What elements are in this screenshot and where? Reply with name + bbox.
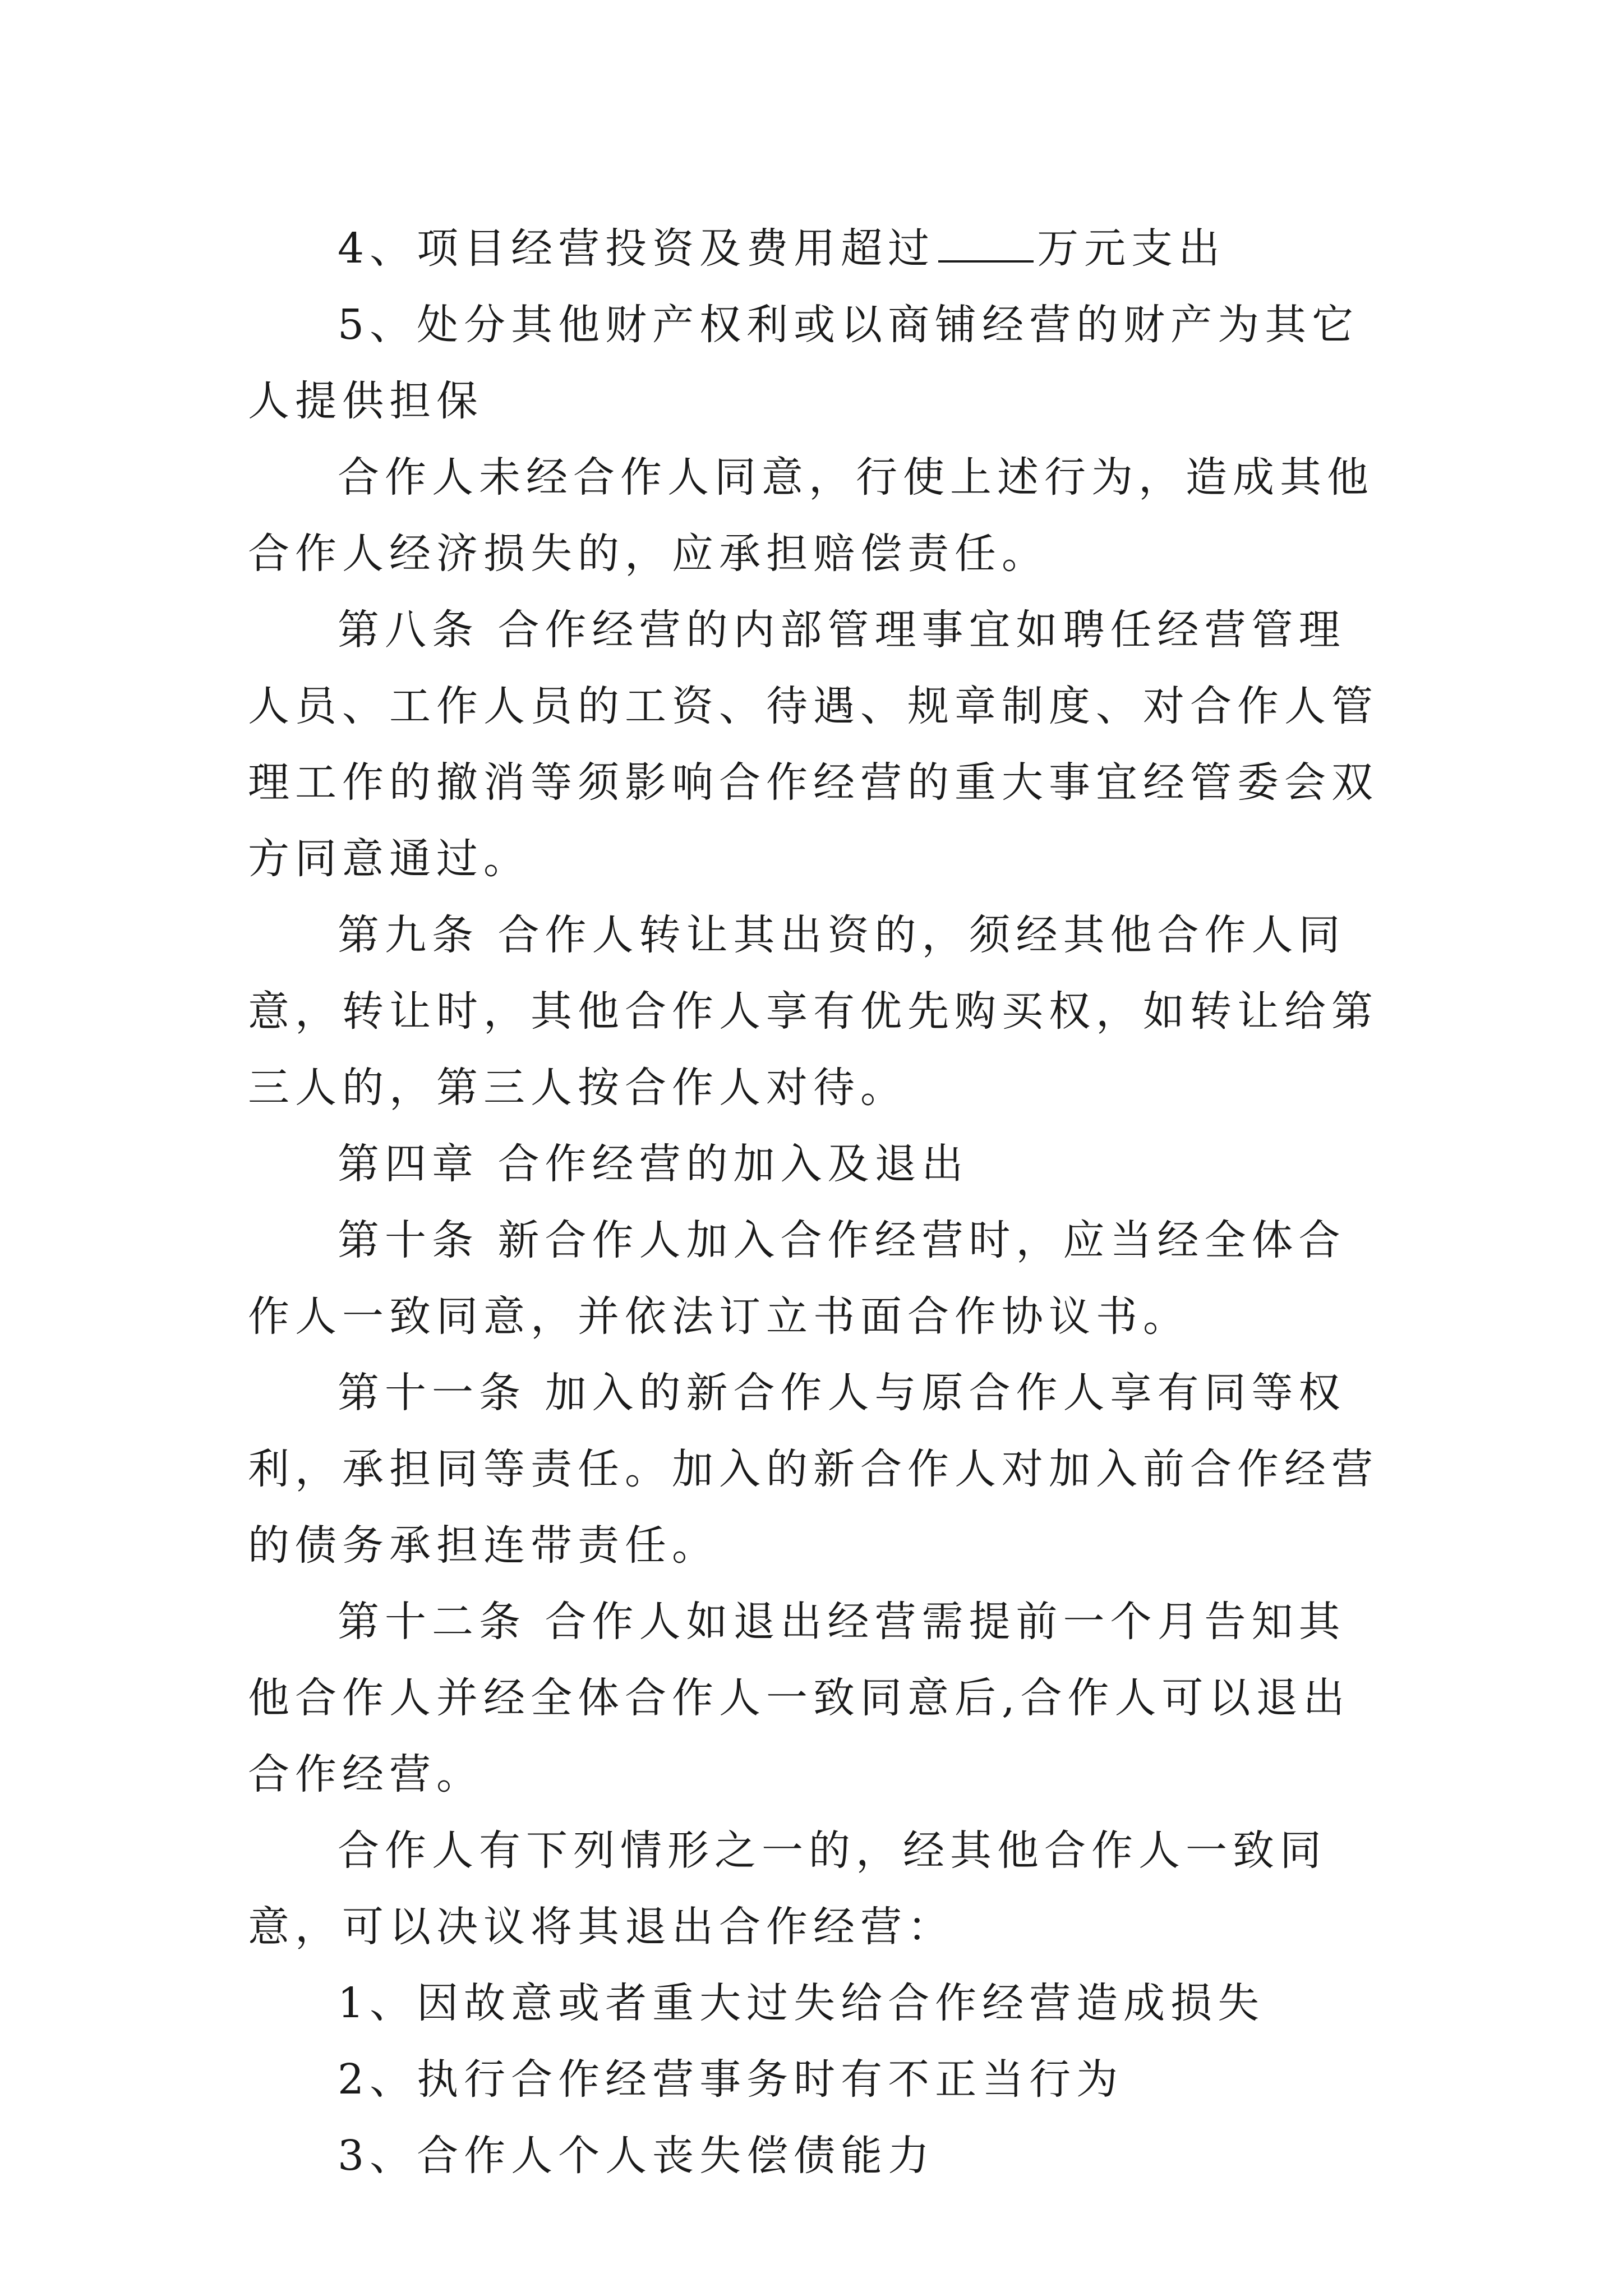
paragraph-item-4 bbox=[248, 210, 1392, 287]
list-item-1: 1、因故意或者重大过失给合作经营造成损失 bbox=[338, 1979, 1265, 2027]
paragraph-article-10: 第十条 新合作人加入合作经营时，应当经全体合作人一致同意，并依法订立书面合作协议书。 bbox=[248, 1216, 1346, 1341]
paragraph-article-11: 第十一条 加入的新合作人与原合作人享有同等权利，承担同等责任。加入的新合作人对加入前合作经营的债务承担连带责任。 bbox=[248, 1369, 1378, 1570]
paragraph-article-8: 第八条 合作经营的内部管理事宜如聘任经营管理人员、工作人员的工资、待遇、规章制度、对合作人管理工作的撤消等须影响合作经营的重大事宜经管委会双方同意通过。 bbox=[248, 606, 1378, 883]
paragraph-liability: 合作人未经合作人同意，行使上述行为，造成其他合作人经济损失的，应承担赔偿责任。 bbox=[248, 453, 1374, 578]
paragraph-exit-conditions: 合作人有下列情形之一的，经其他合作人一致同意，可以决议将其退出合作经营： bbox=[248, 1826, 1327, 1951]
amount-blank-underline bbox=[938, 221, 1034, 263]
document-body bbox=[248, 210, 1392, 2194]
item-4-text: 4、项目经营投资及费用超过 bbox=[338, 224, 935, 273]
chapter-4-heading: 第四章 合作经营的加入及退出 bbox=[338, 1140, 969, 1188]
list-item-2: 2、执行合作经营事务时有不正当行为 bbox=[338, 2055, 1124, 2104]
paragraph-article-12: 第十二条 合作人如退出经营需提前一个月告知其他合作人并经全体合作人一致同意后,合作人可以退出合作经营。 bbox=[248, 1598, 1350, 1798]
list-item-3: 3、合作人个人丧失偿债能力 bbox=[338, 2132, 935, 2180]
paragraph-item-5: 5、处分其他财产权利或以商铺经营的财产为其它人提供担保 bbox=[248, 301, 1359, 425]
paragraph-article-9: 第九条 合作人转让其出资的，须经其他合作人同意，转让时，其他合作人享有优先购买权，如转让给第三人的，第三人按合作人对待。 bbox=[248, 911, 1378, 1112]
item-4-text-after: 万元支出 bbox=[1037, 224, 1226, 273]
